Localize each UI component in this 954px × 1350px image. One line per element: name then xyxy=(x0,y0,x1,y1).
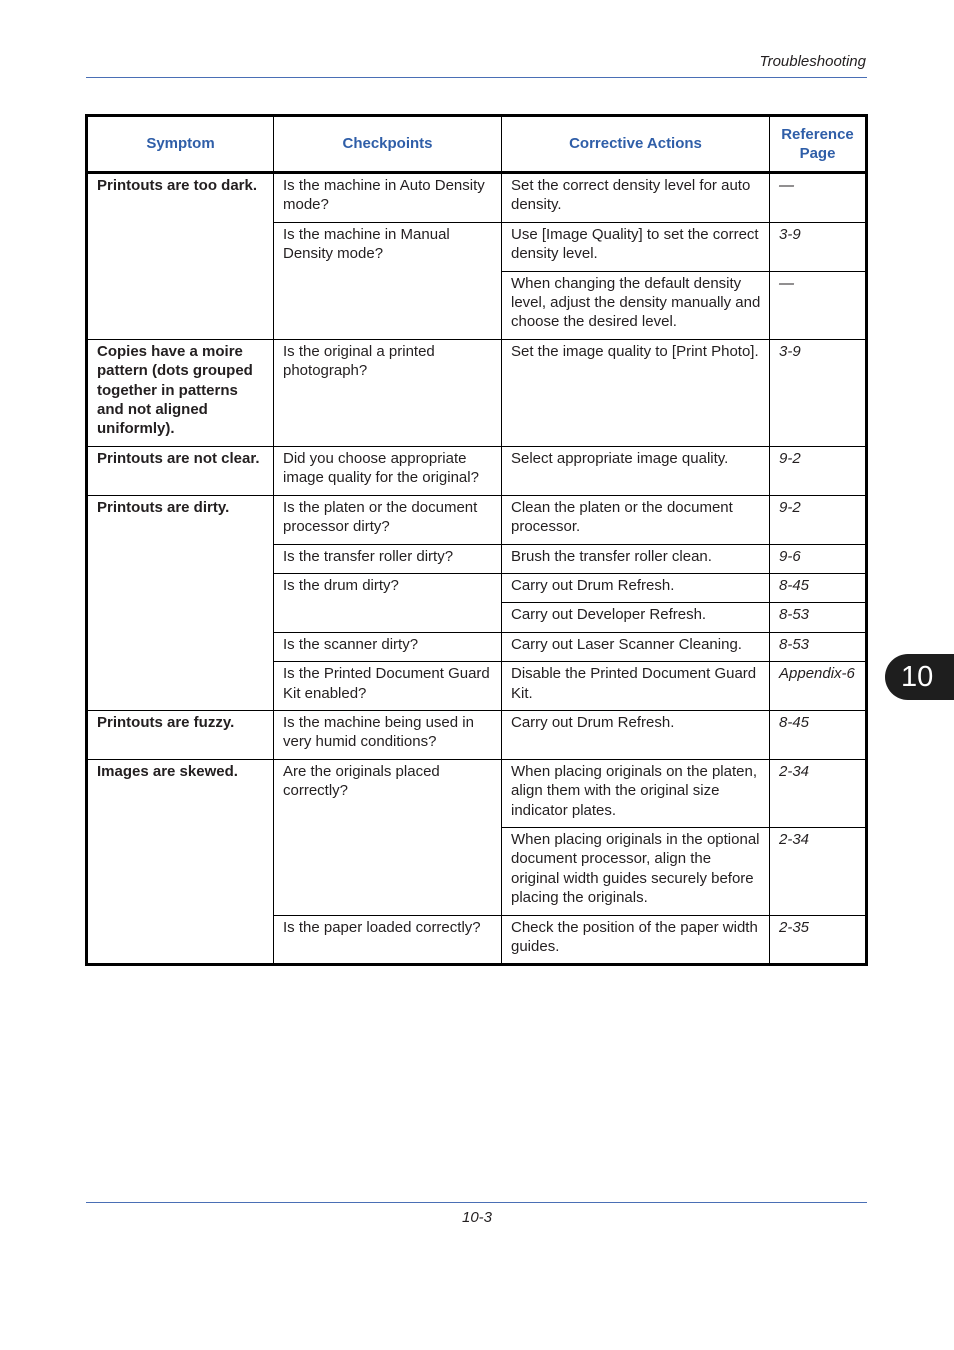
checkpoint-cell: Is the machine being used in very humid conditions? xyxy=(274,710,502,759)
reference-page-link[interactable]: 2-35 xyxy=(770,915,867,965)
reference-page-link[interactable]: 3-9 xyxy=(770,222,867,271)
symptom-cell: Printouts are too dark. xyxy=(87,173,274,340)
corrective-action-cell: Set the image quality to [Print Photo]. xyxy=(502,339,770,446)
symptom-cell: Copies have a moire pattern (dots grouped together in patterns and not aligned uniformly). xyxy=(87,339,274,446)
reference-page-link[interactable]: 2-34 xyxy=(770,759,867,827)
reference-page-link[interactable]: 8-53 xyxy=(770,603,867,632)
corrective-action-cell: Carry out Drum Refresh. xyxy=(502,573,770,602)
reference-page-link[interactable]: 8-53 xyxy=(770,632,867,661)
symptom-cell: Images are skewed. xyxy=(87,759,274,965)
checkpoint-cell: Is the Printed Document Guard Kit enabled? xyxy=(274,662,502,711)
corrective-action-cell: Carry out Drum Refresh. xyxy=(502,710,770,759)
checkpoint-cell: Is the platen or the document processor dirty? xyxy=(274,495,502,544)
reference-page-link[interactable]: 8-45 xyxy=(770,573,867,602)
symptom-cell: Printouts are not clear. xyxy=(87,446,274,495)
table-row xyxy=(87,759,867,827)
checkpoint-cell: Is the transfer roller dirty? xyxy=(274,544,502,573)
table-row xyxy=(87,173,867,223)
header-corrective-actions: Corrective Actions xyxy=(502,116,770,173)
corrective-action-cell: Disable the Printed Document Guard Kit. xyxy=(502,662,770,711)
corrective-action-cell: When placing originals in the optional document processor, align the original width guides securely before placing the originals. xyxy=(502,827,770,915)
header-symptom: Symptom xyxy=(87,116,274,173)
symptom-cell: Printouts are dirty. xyxy=(87,495,274,710)
table-row xyxy=(87,446,867,495)
reference-page-link[interactable]: 8-45 xyxy=(770,710,867,759)
table-row xyxy=(87,339,867,446)
table-row xyxy=(87,710,867,759)
corrective-action-cell: When placing originals on the platen, align them with the original size indicator plates. xyxy=(502,759,770,827)
reference-page-link[interactable]: — xyxy=(770,173,867,223)
table-row xyxy=(87,495,867,544)
table-body xyxy=(87,173,867,965)
checkpoint-cell: Is the machine in Manual Density mode? xyxy=(274,222,502,339)
page-number: 10-3 xyxy=(461,1209,493,1226)
reference-page-link[interactable]: 9-2 xyxy=(770,446,867,495)
corrective-action-cell: Check the position of the paper width guides. xyxy=(502,915,770,965)
reference-page-link[interactable]: Appendix-6 xyxy=(770,662,867,711)
corrective-action-cell: Use [Image Quality] to set the correct density level. xyxy=(502,222,770,271)
header-checkpoints: Checkpoints xyxy=(274,116,502,173)
symptom-cell: Printouts are fuzzy. xyxy=(87,710,274,759)
troubleshooting-table xyxy=(85,114,868,966)
running-header: Troubleshooting xyxy=(759,53,866,70)
corrective-action-cell: Carry out Laser Scanner Cleaning. xyxy=(502,632,770,661)
footer-rule xyxy=(86,1202,867,1203)
header-reference-page: Reference Page xyxy=(770,116,867,173)
corrective-action-cell: Carry out Developer Refresh. xyxy=(502,603,770,632)
corrective-action-cell: When changing the default density level, adjust the density manually and choose the desired level. xyxy=(502,271,770,339)
corrective-action-cell: Set the correct density level for auto density. xyxy=(502,173,770,223)
reference-page-link[interactable]: 3-9 xyxy=(770,339,867,446)
corrective-action-cell: Select appropriate image quality. xyxy=(502,446,770,495)
table-header-row xyxy=(87,116,867,173)
reference-page-link[interactable]: 2-34 xyxy=(770,827,867,915)
corrective-action-cell: Clean the platen or the document processor. xyxy=(502,495,770,544)
reference-page-link[interactable]: 9-6 xyxy=(770,544,867,573)
checkpoint-cell: Are the originals placed correctly? xyxy=(274,759,502,915)
checkpoint-cell: Did you choose appropriate image quality for the original? xyxy=(274,446,502,495)
checkpoint-cell: Is the machine in Auto Density mode? xyxy=(274,173,502,223)
reference-page-link[interactable]: — xyxy=(770,271,867,339)
checkpoint-cell: Is the paper loaded correctly? xyxy=(274,915,502,965)
header-rule xyxy=(86,77,867,78)
chapter-tab[interactable]: 10 xyxy=(885,654,954,700)
checkpoint-cell: Is the original a printed photograph? xyxy=(274,339,502,446)
checkpoint-cell: Is the scanner dirty? xyxy=(274,632,502,661)
checkpoint-cell: Is the drum dirty? xyxy=(274,573,502,632)
reference-page-link[interactable]: 9-2 xyxy=(770,495,867,544)
corrective-action-cell: Brush the transfer roller clean. xyxy=(502,544,770,573)
